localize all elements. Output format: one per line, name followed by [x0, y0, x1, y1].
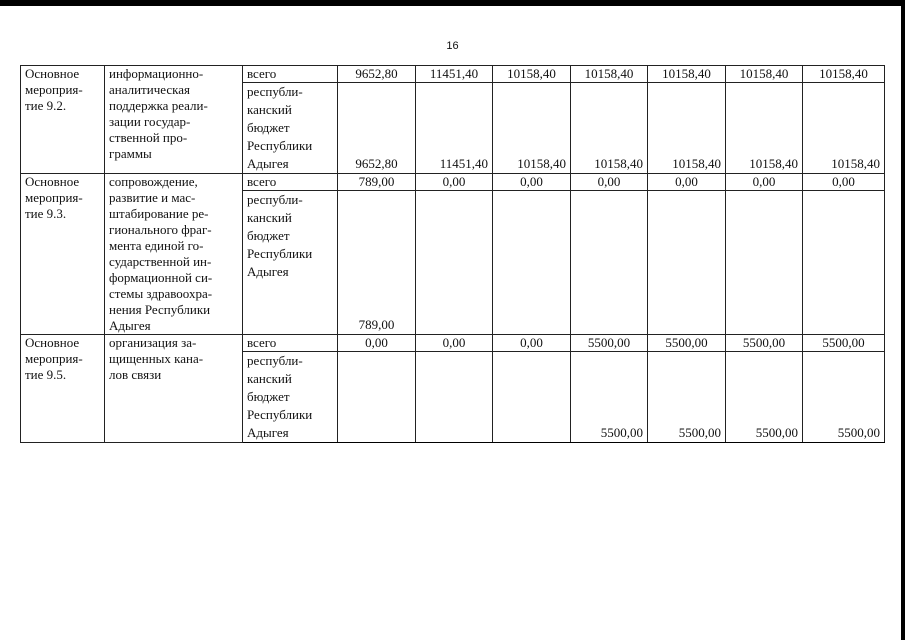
total-label: всего — [243, 174, 338, 191]
event-description-line: зации государ- — [109, 114, 191, 129]
event-description-line: граммы — [109, 146, 152, 161]
event-title-line: мероприя- — [25, 82, 83, 97]
event-description-line: аналитическая — [109, 82, 190, 97]
funding-source-line: бюджет — [247, 120, 290, 135]
total-value-cell: 0,00 — [648, 174, 726, 191]
total-value-cell: 10158,40 — [726, 66, 803, 83]
funding-source-line: бюджет — [247, 389, 290, 404]
funding-source-line: канский — [247, 210, 292, 225]
total-value-cell: 10158,40 — [803, 66, 885, 83]
source-value-cell: 10158,40 — [493, 83, 571, 174]
table-row — [21, 335, 885, 352]
event-description-line: штабирование ре- — [109, 206, 209, 221]
total-value-cell: 0,00 — [571, 174, 648, 191]
source-value-cell: 11451,40 — [416, 83, 493, 174]
event-title — [21, 335, 105, 443]
source-value-cell: 10158,40 — [803, 83, 885, 174]
total-value-cell: 0,00 — [416, 335, 493, 352]
funding-source-line: республи- — [247, 84, 303, 99]
event-description-line: поддержка реали- — [109, 98, 208, 113]
total-value-cell: 0,00 — [416, 174, 493, 191]
funding-source-line: Республики — [247, 246, 313, 261]
funding-source — [243, 352, 338, 443]
table-row — [21, 174, 885, 191]
event-description — [105, 335, 243, 443]
total-value-cell: 0,00 — [493, 335, 571, 352]
event-description-line: Адыгея — [109, 318, 151, 333]
event-description-line: формационной си- — [109, 270, 213, 285]
funding-source-line: Адыгея — [247, 425, 289, 440]
event-description-line: лов связи — [109, 367, 162, 382]
event-description-line: стемы здравоохра- — [109, 286, 213, 301]
total-value-cell: 5500,00 — [648, 335, 726, 352]
source-value-cell: 5500,00 — [803, 352, 885, 443]
source-value-cell — [338, 352, 416, 443]
source-value-cell — [416, 352, 493, 443]
total-value-cell: 5500,00 — [803, 335, 885, 352]
event-description — [105, 66, 243, 174]
event-description-line: сударственной ин- — [109, 254, 212, 269]
funding-source-line: Адыгея — [247, 156, 289, 171]
source-value-cell — [493, 352, 571, 443]
source-value-cell — [416, 191, 493, 335]
total-value-cell: 0,00 — [726, 174, 803, 191]
event-title-line: Основное — [25, 174, 80, 189]
total-label: всего — [243, 335, 338, 352]
event-title-line: мероприя- — [25, 190, 83, 205]
total-value-cell: 5500,00 — [571, 335, 648, 352]
scan-top-border — [0, 0, 905, 6]
event-title-line: тие 9.5. — [25, 367, 67, 382]
event-description-line: развитие и мас- — [109, 190, 196, 205]
total-value-cell: 11451,40 — [416, 66, 493, 83]
source-value-cell: 10158,40 — [571, 83, 648, 174]
event-title — [21, 66, 105, 174]
funding-source — [243, 191, 338, 335]
total-value-cell: 789,00 — [338, 174, 416, 191]
total-value-cell: 0,00 — [338, 335, 416, 352]
event-description-line: информационно- — [109, 66, 204, 81]
event-title-line: тие 9.2. — [25, 98, 67, 113]
event-description-line: сопровождение, — [109, 174, 198, 189]
funding-source-line: Республики — [247, 138, 313, 153]
event-title-line: мероприя- — [25, 351, 83, 366]
budget-table — [20, 65, 885, 443]
source-value-cell — [803, 191, 885, 335]
total-value-cell: 10158,40 — [493, 66, 571, 83]
funding-source-line: Республики — [247, 407, 313, 422]
source-value-cell: 9652,80 — [338, 83, 416, 174]
source-value-cell: 5500,00 — [648, 352, 726, 443]
total-value-cell: 0,00 — [493, 174, 571, 191]
funding-source-line: канский — [247, 102, 292, 117]
source-value-cell: 5500,00 — [726, 352, 803, 443]
source-value-cell — [571, 191, 648, 335]
total-value-cell: 10158,40 — [571, 66, 648, 83]
source-value-cell: 10158,40 — [648, 83, 726, 174]
total-value-cell: 10158,40 — [648, 66, 726, 83]
funding-source-line: республи- — [247, 353, 303, 368]
event-description-line: щищенных кана- — [109, 351, 204, 366]
source-value-cell: 5500,00 — [571, 352, 648, 443]
funding-source-line: республи- — [247, 192, 303, 207]
scan-right-border — [901, 0, 905, 640]
source-value-cell: 10158,40 — [726, 83, 803, 174]
event-description-line: ственной про- — [109, 130, 188, 145]
event-title-line: тие 9.3. — [25, 206, 67, 221]
event-title-line: Основное — [25, 66, 80, 81]
source-value-cell — [493, 191, 571, 335]
event-description-line: мента единой го- — [109, 238, 204, 253]
table-row — [21, 66, 885, 83]
event-title-line: Основное — [25, 335, 80, 350]
total-value-cell: 0,00 — [803, 174, 885, 191]
source-value-cell: 789,00 — [338, 191, 416, 335]
funding-source-line: канский — [247, 371, 292, 386]
source-value-cell — [726, 191, 803, 335]
page-number: 16 — [446, 40, 459, 52]
event-description-line: организация за- — [109, 335, 197, 350]
source-value-cell — [648, 191, 726, 335]
event-title — [21, 174, 105, 335]
total-label: всего — [243, 66, 338, 83]
total-value-cell: 9652,80 — [338, 66, 416, 83]
funding-source — [243, 83, 338, 174]
event-description — [105, 174, 243, 335]
event-description-line: гионального фраг- — [109, 222, 212, 237]
funding-source-line: Адыгея — [247, 264, 289, 279]
total-value-cell: 5500,00 — [726, 335, 803, 352]
funding-source-line: бюджет — [247, 228, 290, 243]
event-description-line: нения Республики — [109, 302, 211, 317]
